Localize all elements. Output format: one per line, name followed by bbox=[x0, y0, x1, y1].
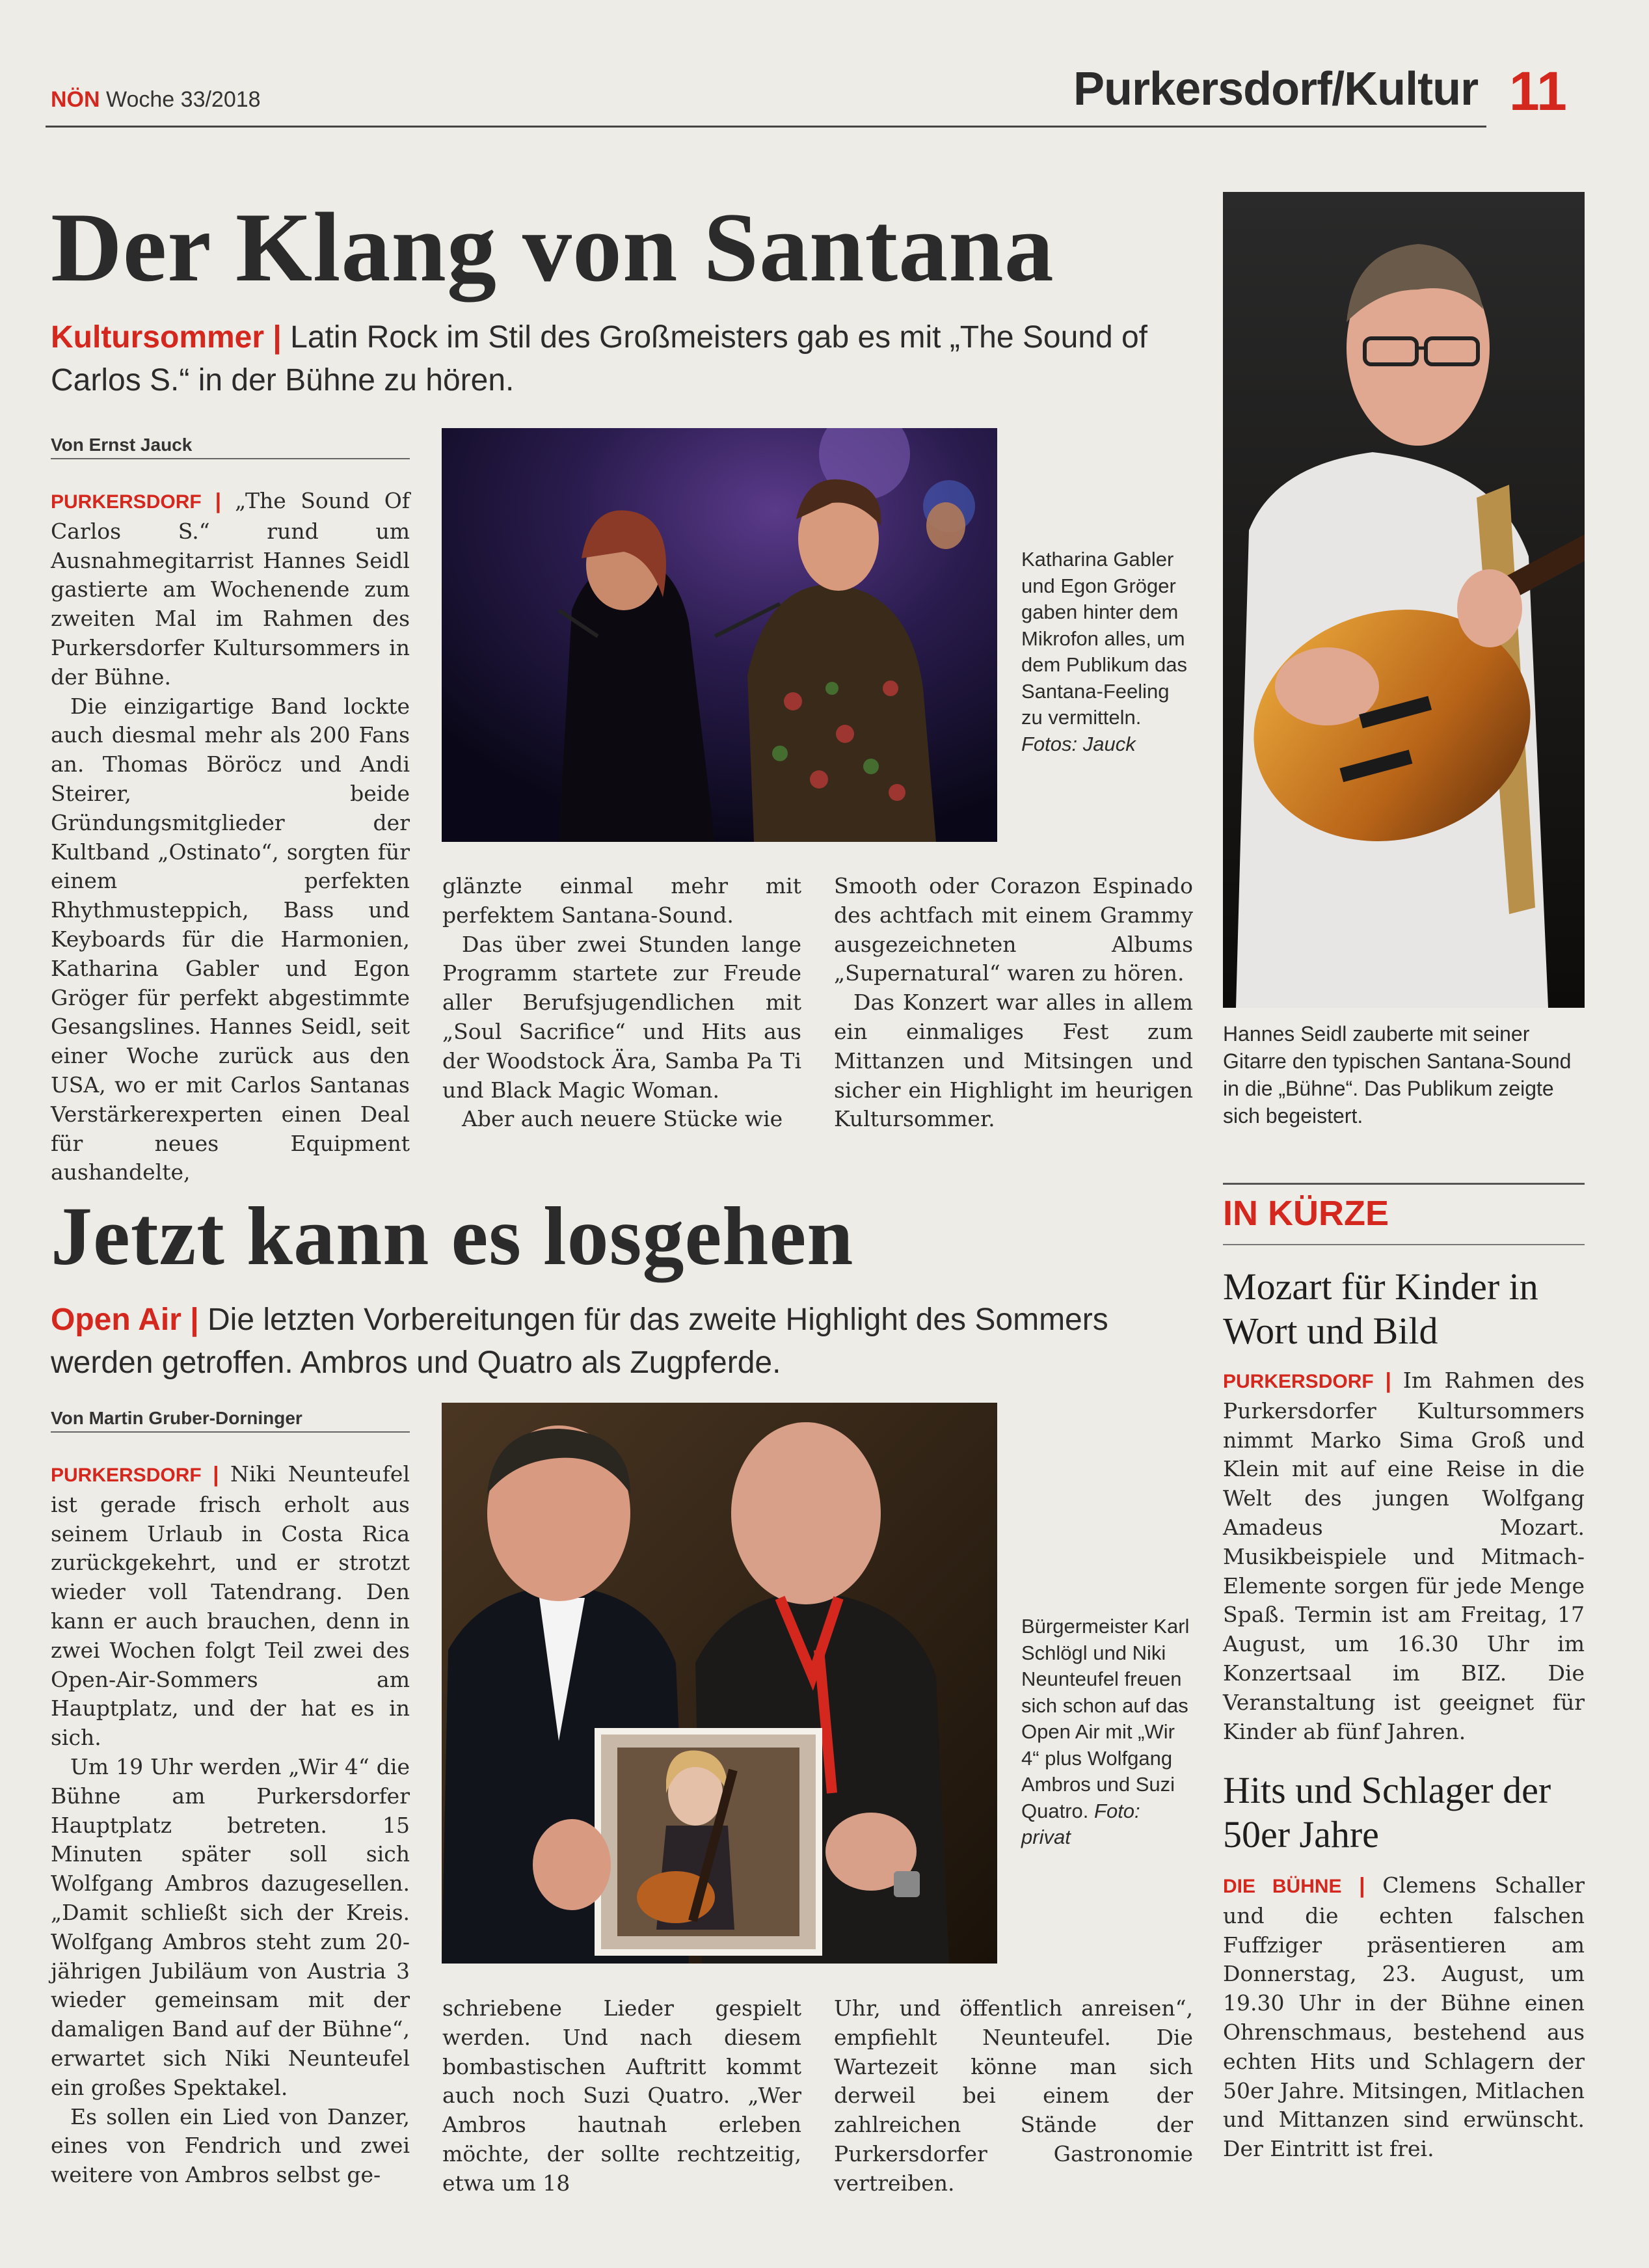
dateline-separator-2: | bbox=[201, 1462, 230, 1486]
sidebar-heading-rule bbox=[1223, 1244, 1585, 1245]
photo1-caption bbox=[1021, 547, 1190, 757]
article1-headline: Der Klang von Santana bbox=[51, 193, 1054, 302]
photo3-caption-text: Bürgermeister Karl Schlögl und Niki Neunteufel freuen sich schon auf das Open Air mit „Wir 4“ plus Wolfgang Ambros und Suzi Quatro. bbox=[1021, 1615, 1190, 1822]
kicker-separator-2: | bbox=[190, 1303, 208, 1337]
article1-col2-p1: glänzte einmal mehr mit perfektem Santana-Sound. bbox=[442, 873, 801, 928]
photo3-credit: Foto: privat bbox=[1021, 1799, 1140, 1848]
article1-col1-p1: „The Sound Of Carlos S.“ rund um Ausnahmegitarrist Hannes Seidl gastierte am Wochenende zum zweiten Mal im Rahmen des Purkersdorfer Kultursommers in der Bühne. bbox=[51, 488, 410, 690]
article1-column1 bbox=[51, 487, 410, 1187]
article2-col1-p3: Es sollen ein Lied von Danzer, eines von Fendrich und zwei weitere von Ambros selbst ge- bbox=[51, 2103, 410, 2188]
article2-subline bbox=[51, 1299, 1170, 1384]
in-kuerze-heading: IN KÜRZE bbox=[1223, 1194, 1389, 1233]
kurz2-text: Clemens Schaller und die echten falschen Fuffziger präsentieren am Donnerstag, 23. August, um 19.30 Uhr in der Bühne einen Ohrenschmaus, bestehend aus echten Hits und Schlagern der 50er Jahre. Mitsingen, Mitlachen und Mittanzen sind erwünscht. Der Eintritt ist frei. bbox=[1223, 1872, 1585, 2162]
byline-rule-2 bbox=[51, 1431, 410, 1433]
article1-subline bbox=[51, 316, 1157, 402]
article1-column3 bbox=[834, 872, 1193, 1134]
photo-guitarist bbox=[1223, 192, 1585, 1008]
kurz2-separator: | bbox=[1341, 1873, 1383, 1897]
byline-rule bbox=[51, 458, 410, 459]
photo2-caption: Hannes Seidl zauberte mit seiner Gitarre den typischen Santana-Sound in die „Bühne“. Das Publikum zeigte sich begeistert. bbox=[1223, 1022, 1572, 1127]
photo3-caption bbox=[1021, 1613, 1190, 1851]
paper-logo: NÖN bbox=[51, 87, 100, 112]
photo-mayor-neunteufel bbox=[442, 1403, 997, 1964]
page-number: 11 bbox=[1509, 61, 1567, 122]
article1-col3-p2: Das Konzert war alles in allem ein einmaliges Fest zum Mittanzen und Mitsingen und sicher ein Highlight im heurigen Kultursommer. bbox=[834, 990, 1193, 1132]
masthead-left bbox=[51, 87, 261, 113]
article2-byline: Von Martin Gruber-Dorninger bbox=[51, 1408, 302, 1428]
photo1-credit: Fotos: Jauck bbox=[1021, 732, 1136, 755]
article2-col1-p2: Um 19 Uhr werden „Wir 4“ die Bühne am Purkersdorfer Hauptplatz betreten. 15 Minuten später soll sich Wolfgang Ambros dazugesellen. „Damit schließt sich der Kreis. Wolfgang Ambros steht zum 20-jährigen Jubiläum von Austria 3 wieder gemeinsam mit der damaligen Band auf der Bühne“, erwartet sich Niki Neunteufel ein großes Spektakel. bbox=[51, 1753, 410, 2100]
kurz2-body bbox=[1223, 1871, 1585, 2164]
article1-subline-text: Latin Rock im Stil des Großmeisters gab es mit „The Sound of Carlos S.“ in der Bühne zu hören. bbox=[51, 320, 1148, 398]
article2-column3 bbox=[834, 1994, 1193, 2198]
section-title: Purkersdorf/Kultur bbox=[1073, 63, 1479, 115]
issue-label: Woche 33/2018 bbox=[106, 87, 261, 112]
article1-col2-p2: Das über zwei Stunden lange Programm startete zur Freude aller Berufsjugendlichen mit „Soul Sacrifice“ und Hits aus der Woodstock Ära, Samba Pa Ti und Black Magic Woman. bbox=[442, 931, 801, 1103]
kicker-separator: | bbox=[273, 320, 291, 355]
article2-column1 bbox=[51, 1460, 410, 2190]
kurz1-separator: | bbox=[1373, 1368, 1403, 1392]
article1-col2-p3: Aber auch neuere Stücke wie bbox=[462, 1106, 783, 1132]
article2-kicker: Open Air bbox=[51, 1303, 181, 1337]
photo-singers bbox=[442, 428, 997, 842]
masthead-rule bbox=[46, 126, 1486, 128]
article1-col1-p2: Die einzigartige Band lockte auch diesmal mehr als 200 Fans an. Thomas Böröcz und Andi Steirer, beide Gründungsmitglieder der Kultband „Ostinato“, sorgten für einem perfekten Rhythmusteppich, Bass und Keyboards für die Harmonien, Katharina Gabler und Egon Gröger für perfekt abgestimmte Gesangslines. Hannes Seidl, seit einer Woche zurück aus den USA, wo er mit Carlos Santanas Verstärkerexperten einen Deal für neues Equipment aushandelte, bbox=[51, 693, 410, 1185]
sidebar-top-rule bbox=[1223, 1183, 1585, 1185]
kurz1-text: Im Rahmen des Purkersdorfer Kultursommers nimmt Marko Sima Groß und Klein mit auf eine Reise in die Welt des jungen Wolfgang Amadeus Mozart. Musikbeispiele und Mitmach-Elemente sorgen für jede Menge Spaß. Termin ist am Freitag, 17 August, um 16.30 Uhr im Konzertsaal im BIZ. Die Veranstaltung ist geeignet für Kinder ab fünf Jahren. bbox=[1223, 1368, 1585, 1744]
article2-subline-text: Die letzten Vorbereitungen für das zweite Highlight des Sommers werden getroffen. Ambros und Quatro als Zugpferde. bbox=[51, 1303, 1108, 1380]
kurz2-dateline: DIE BÜHNE bbox=[1223, 1876, 1342, 1897]
photo1-caption-text: Katharina Gabler und Egon Gröger gaben hinter dem Mikrofon alles, um dem Publikum das Santana-Feeling zu vermitteln. bbox=[1021, 548, 1188, 729]
article2-col3-p1: Uhr, und öffentlich anreisen“, empfiehlt Neunteufel. Die Wartezeit könne man sich derweil bei einem der zahlreichen Stände der Purkersdorfer Gastronomie vertreiben. bbox=[834, 1995, 1193, 2196]
article1-kicker: Kultursommer bbox=[51, 320, 265, 355]
article2-dateline: PURKERSDORF bbox=[51, 1465, 202, 1486]
article1-column2 bbox=[442, 872, 801, 1134]
dateline-separator: | bbox=[201, 489, 235, 513]
article2-column2 bbox=[442, 1994, 801, 2198]
kurz2-title: Hits und Schlager der 50er Jahre bbox=[1223, 1769, 1551, 1856]
article2-col1-p1: Niki Neunteufel ist gerade frisch erholt aus seinem Urlaub in Costa Rica zurückgekehrt, und er strotzt wieder voll Tatendrang. Den kann er auch brauchen, denn in zwei Wochen folgt Teil zwei des Open-Air-Sommers am Hauptplatz, und der hat es in sich. bbox=[51, 1461, 410, 1751]
kurz1-body bbox=[1223, 1366, 1585, 1746]
kurz1-title: Mozart für Kinder in Wort und Bild bbox=[1223, 1265, 1538, 1352]
article1-byline: Von Ernst Jauck bbox=[51, 435, 193, 455]
article1-dateline: PURKERSDORF bbox=[51, 491, 202, 513]
kurz1-dateline: PURKERSDORF bbox=[1223, 1371, 1374, 1392]
article2-col2-p1: schriebene Lieder gespielt werden. Und nach diesem bombastischen Auftritt kommt auch noch Suzi Quatro. „Wer Ambros hautnah erleben möchte, der sollte rechtzeitig, etwa um 18 bbox=[442, 1995, 801, 2196]
article2-headline: Jetzt kann es losgehen bbox=[51, 1190, 854, 1282]
article1-col3-p1: Smooth oder Corazon Espinado des achtfach mit einem Grammy ausgezeichneten Albums „Supernatural“ waren zu hören. bbox=[834, 873, 1193, 986]
